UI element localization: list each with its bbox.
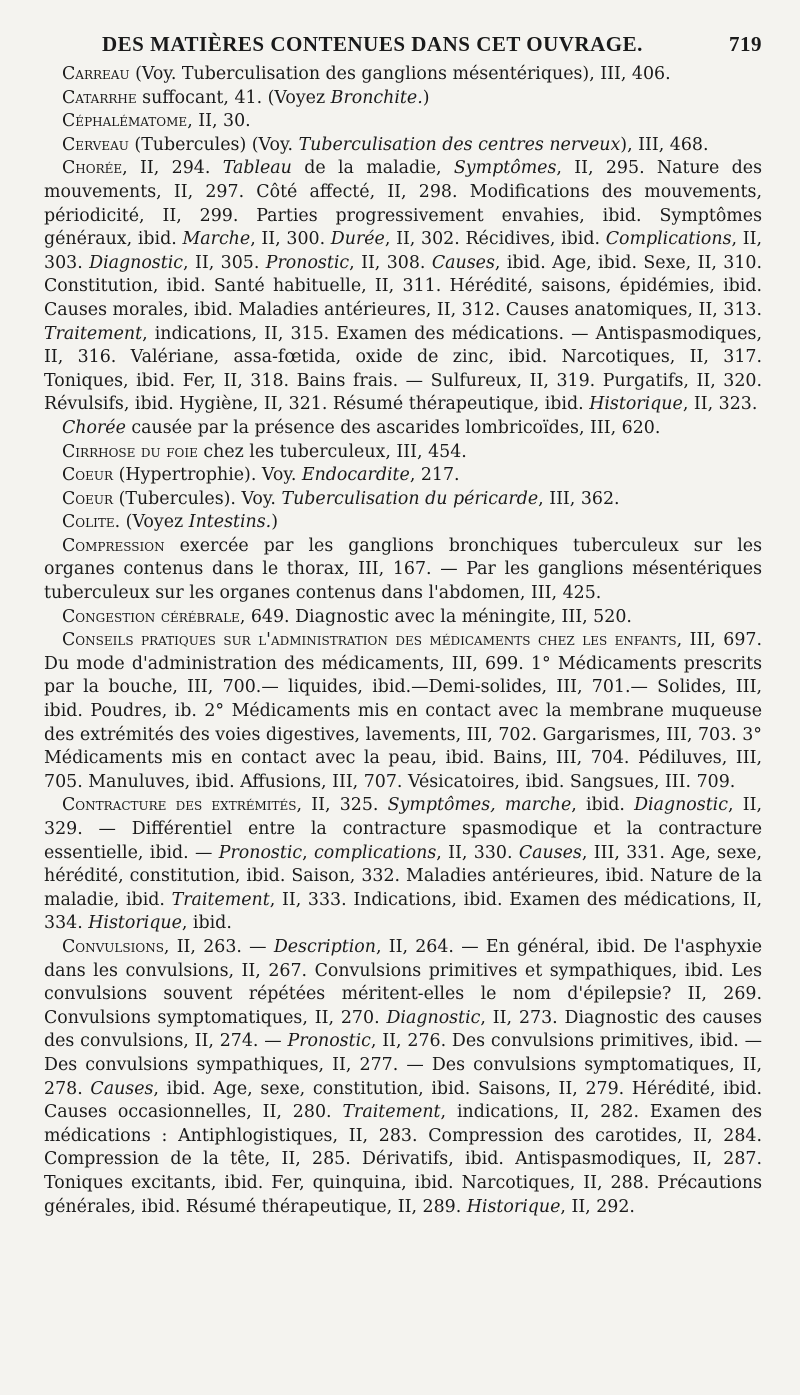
entry-text: , II, 292. bbox=[560, 1196, 635, 1217]
entry-italic-text: Causes bbox=[518, 842, 582, 863]
entry-text: , II, 323. bbox=[682, 394, 758, 415]
entry-text: chez les tuberculeux, III, 454. bbox=[197, 441, 467, 462]
entry-heading: Contracture des extrémités bbox=[62, 795, 297, 816]
entry-text: , II, 303. bbox=[44, 229, 762, 273]
entry-text: , III, 697. Du mode d'administration des médicaments, III, 699. 1° Médicaments prescrits par la bouche, III, 700.— liquides, ibid.—Demi-solides, III, 701.— Solides, III, ibid. Poudres, ib. 2° Médicaments mis en contact avec la membrane muqueuse des extrémités des voies digestives, lavements, III, 702. Gargarismes, III, 703. 3° Médicaments mis en contact avec la peau, ibid. Bains, III, 704. Pédiluves, III, 705. Manuluves, ibid. Affusions, III, 707. Vésicatoires, ibid. Sangsues, III. 709. bbox=[44, 630, 762, 792]
entry-italic-text: Historique bbox=[589, 394, 683, 415]
entry-italic-text: Diagnostic bbox=[386, 1007, 481, 1028]
entry-text: , 649. Diagnostic avec la méningite, III, 520. bbox=[239, 606, 632, 627]
entry-text: (Tubercules) (Voy. bbox=[128, 134, 299, 155]
entry-text: , III, 362. bbox=[538, 488, 620, 509]
entry-heading: Coeur bbox=[62, 488, 114, 509]
entry-italic-text: Traitement bbox=[44, 323, 143, 344]
entry-heading: Colite bbox=[62, 512, 115, 533]
entry-text: , II, 329. — Différentiel entre la contracture spasmodique et la contracture essentielle, ibid. — bbox=[44, 795, 762, 863]
entry-text: de la maladie, bbox=[291, 158, 454, 179]
index-entry bbox=[44, 63, 762, 87]
entry-heading: Conseils pratiques sur l'administration des médicaments chez les enfants bbox=[62, 630, 677, 651]
entry-italic-text: Traitement bbox=[342, 1102, 441, 1123]
index-entry bbox=[44, 110, 762, 134]
entry-heading: Compression bbox=[62, 535, 165, 556]
entry-heading: Carreau bbox=[62, 64, 130, 84]
entry-italic-text: Marche bbox=[182, 229, 251, 250]
entry-text: , ibid. bbox=[181, 913, 232, 934]
entry-heading: Céphalématome bbox=[62, 111, 188, 132]
entry-text: , III, 331. Age, sexe, hérédité, constitution, ibid. Saison, 332. Maladies antérieures, ibid. Nature de la maladie, ibid. bbox=[44, 842, 763, 910]
entry-text: , II, 30. bbox=[187, 111, 251, 132]
entry-italic-text: Pronostic bbox=[218, 842, 303, 863]
entry-heading: Coeur bbox=[62, 465, 114, 486]
entry-text: ), III, 468. bbox=[620, 134, 709, 155]
entry-heading: Cerveau bbox=[62, 134, 129, 155]
entry-text: , II, 308. bbox=[349, 252, 432, 273]
entry-italic-text: Historique bbox=[466, 1196, 561, 1217]
index-entry bbox=[44, 511, 762, 535]
entry-italic-text: complications bbox=[314, 842, 437, 863]
index-entry bbox=[44, 417, 762, 441]
entry-italic-text: Bronchite. bbox=[330, 87, 423, 108]
entry-italic-text: Tuberculisation des centres nerveux bbox=[298, 134, 621, 155]
entry-italic-text: Historique bbox=[88, 913, 182, 934]
entry-text: , bbox=[302, 842, 315, 863]
entry-italic-text: Intestins. bbox=[188, 512, 272, 533]
entry-italic-text: Symptômes, marche bbox=[387, 795, 572, 816]
entry-text: , II, 273. Diagnostic des causes des convulsions, II, 274. — bbox=[44, 1007, 762, 1052]
entry-italic-text: Complications bbox=[605, 229, 732, 250]
index-entry bbox=[44, 488, 762, 512]
index-entry bbox=[44, 134, 762, 158]
entry-italic-text: Diagnostic bbox=[89, 252, 184, 273]
entry-heading: Congestion cérébrale bbox=[62, 606, 240, 627]
entry-heading: Chorée bbox=[62, 158, 123, 179]
entry-italic-text: Causes bbox=[90, 1078, 154, 1099]
entry-heading: Cirrhose du foie bbox=[62, 441, 198, 462]
entry-text: (Tubercules). Voy. bbox=[113, 488, 282, 509]
index-entries bbox=[44, 63, 762, 1219]
entry-text: , 217. bbox=[409, 465, 460, 486]
entry-heading: Catarrhe bbox=[62, 87, 137, 108]
index-entry bbox=[44, 606, 762, 630]
entry-text: (Voy. Tuberculisation des ganglions mésentériques), III, 406. bbox=[129, 64, 671, 84]
entry-text: , II, 325. bbox=[296, 795, 388, 816]
entry-text: , II, 302. Récidives, ibid. bbox=[384, 229, 606, 250]
entry-text: , ibid. Age, sexe, constitution, ibid. Saisons, II, 279. Hérédité, ibid. Causes occasionnelles, II, 280. bbox=[44, 1078, 762, 1123]
index-entry bbox=[44, 629, 762, 794]
entry-text: , II, 276. Des convulsions primitives, ibid. — Des convulsions sympathiques, II, 277. — Des convulsions symptomatiques, II, 278. bbox=[44, 1031, 763, 1099]
index-entry bbox=[44, 464, 762, 488]
entry-text: , II, 294. bbox=[122, 158, 223, 179]
entry-italic-text: Traitement bbox=[171, 889, 270, 910]
index-entry bbox=[44, 936, 762, 1219]
running-head bbox=[102, 32, 762, 57]
index-entry bbox=[44, 157, 762, 417]
page-number: 719 bbox=[729, 32, 762, 56]
entry-italic-text: Symptômes bbox=[453, 158, 557, 179]
entry-text: exercée par les ganglions bronchiques tuberculeux sur les organes contenus dans le thorax, III, 167. — Par les ganglions mésentériques tuberculeux sur les organes contenus dans l'abdomen, III, 425. bbox=[44, 535, 762, 604]
index-entry bbox=[44, 794, 762, 936]
index-entry bbox=[44, 535, 762, 606]
entry-text: , II, 295. Nature des mouvements, II, 297. Côté affecté, II, 298. Modifications des mouvements, périodicité, II, 299. Parties progressivement envahies, ibid. Symptômes généraux, ibid. bbox=[44, 158, 762, 250]
entry-text: , II, 330. bbox=[436, 842, 519, 863]
entry-text: , II, 300. bbox=[250, 229, 331, 250]
entry-text: suffocant, 41. (Voyez bbox=[136, 87, 331, 108]
entry-text: , II, 263. — bbox=[163, 936, 274, 957]
entry-heading: Convulsions bbox=[62, 936, 164, 957]
entry-italic-text: Pronostic bbox=[265, 252, 350, 273]
entry-italic-text: Tableau bbox=[222, 158, 292, 179]
index-entry bbox=[44, 441, 762, 465]
entry-italic-text: Chorée bbox=[62, 417, 126, 438]
entry-text: , II, 305. bbox=[183, 252, 266, 273]
entry-italic-text: Causes bbox=[431, 252, 495, 273]
entry-italic-text: Tuberculisation du péricarde bbox=[281, 488, 539, 509]
entry-text: , II, 264. — En général, ibid. De l'asphyxie dans les convulsions, II, 267. Convulsions primitives et sympathiques, ibid. Les convulsions souvent répétées méritent-elles le nom d'épilepsie? II, 269. Convulsions symptomatiques, II, 270. bbox=[44, 936, 762, 1028]
entry-text: causée par la présence des ascarides lombricoïdes, III, 620. bbox=[125, 417, 661, 438]
entry-text: ) bbox=[422, 87, 430, 108]
entry-text: , II, 333. Indications, ibid. Examen des médications, II, 334. bbox=[44, 889, 763, 934]
running-title: DES MATIÈRES CONTENUES DANS CET OUVRAGE. bbox=[102, 32, 643, 56]
entry-text: , indications, II, 315. Examen des médications. — Antispasmodiques, II, 316. Valériane, assa-fœtida, oxide de zinc, ibid. Narcotiques, II, 317. Toniques, ibid. Fer, II, 318. Bains frais. — Sulfureux, II, 319. Purgatifs, II, 320. Révulsifs, ibid. Hygiène, II, 321. Résumé thérapeutique, ibid. bbox=[44, 323, 762, 415]
entry-text: (Hypertrophie). Voy. bbox=[113, 465, 302, 486]
entry-text: . (Voyez bbox=[114, 512, 189, 533]
entry-text: , indications, II, 282. Examen des médications : Antiphlogistiques, II, 283. Compression des carotides, II, 284. Compression de la tête, II, 285. Dérivatifs, ibid. Antispasmodiques, II, 287. Toniques excitants, ibid. Fer, quinquina, ibid. Narcotiques, II, 288. Précautions générales, ibid. Résumé thérapeutique, II, 289. bbox=[44, 1102, 762, 1217]
index-entry bbox=[44, 87, 762, 111]
entry-text: , ibid. bbox=[571, 795, 635, 816]
entry-text: ) bbox=[271, 512, 278, 533]
entry-italic-text: Durée bbox=[330, 229, 385, 250]
entry-italic-text: Diagnostic bbox=[634, 795, 728, 816]
entry-italic-text: Endocardite bbox=[301, 465, 410, 486]
entry-text: , ibid. Age, ibid. Sexe, II, 310. Constitution, ibid. Santé habituelle, II, 311. Hérédité, saisons, épidémies, ibid. Causes morales, ibid. Maladies antérieures, II, 312. Causes anatomiques, II, 313. bbox=[44, 252, 762, 320]
entry-italic-text: Pronostic bbox=[287, 1031, 371, 1052]
entry-italic-text: Description bbox=[273, 936, 376, 957]
